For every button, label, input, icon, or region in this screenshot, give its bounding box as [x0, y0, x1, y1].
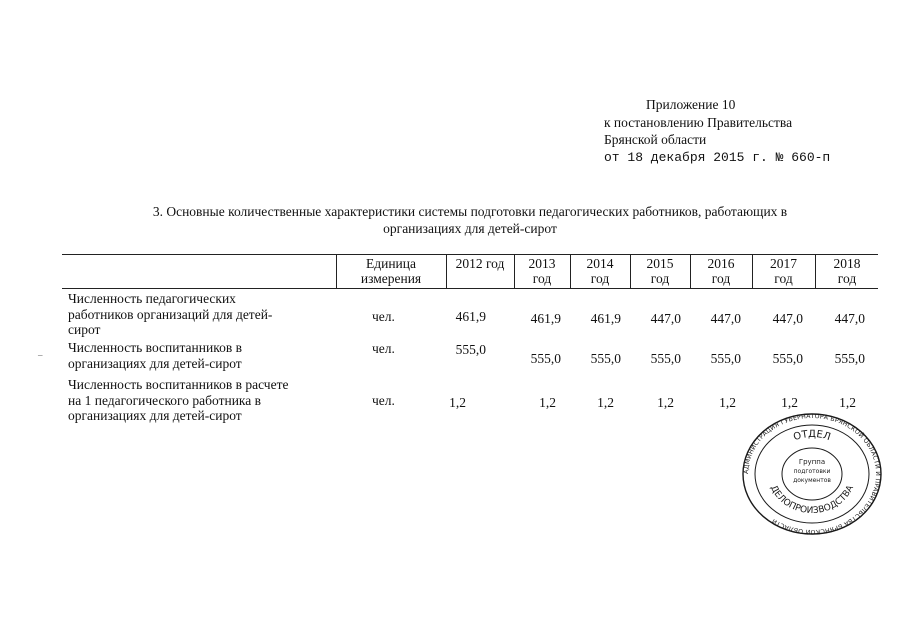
row-label-line: Численность воспитанников в расчете — [68, 377, 289, 392]
header-divider — [690, 254, 691, 288]
row-pupils-2015: 555,0 — [650, 351, 681, 366]
section-title-line1: 3. Основные количественные характеристики системы подготовки педагогических работников, работающих в — [152, 204, 788, 219]
row-teachers-unit: чел. — [372, 309, 395, 324]
row-label-line: Численность педагогических — [68, 291, 236, 306]
row-teachers-2014: 461,9 — [590, 311, 621, 326]
header-unit — [338, 256, 444, 286]
header-2013-line2: год — [532, 271, 552, 286]
row-ratio-2013: 1,2 — [539, 395, 556, 410]
header-divider — [752, 254, 753, 288]
row-pupils-2017: 555,0 — [772, 351, 803, 366]
row-label-line: организациях для детей-сирот — [68, 408, 242, 423]
row-ratio-2016: 1,2 — [719, 395, 736, 410]
header-2016-line2: год — [711, 271, 731, 286]
appendix-number: Приложение 10 — [646, 97, 736, 112]
stamp-center-line: Группа — [798, 458, 826, 466]
row-pupils-2014: 555,0 — [590, 351, 621, 366]
row-label-line: работников организаций для детей- — [68, 306, 273, 322]
row-teachers-2016: 447,0 — [710, 311, 741, 326]
header-2017 — [754, 256, 813, 286]
appendix-date-number: от 18 декабря 2015 г. № 660-п — [604, 149, 831, 165]
header-2015-line2: год — [650, 271, 670, 286]
header-divider — [514, 254, 515, 288]
row-pupils-2013: 555,0 — [530, 351, 561, 366]
header-divider — [336, 254, 337, 288]
header-2015 — [632, 256, 688, 286]
header-2018 — [817, 256, 877, 286]
appendix-region: Брянской области — [604, 132, 707, 147]
header-divider — [570, 254, 571, 288]
header-2015-line1: 2015 — [646, 256, 674, 271]
header-unit-line2: измерения — [360, 271, 422, 286]
header-2013 — [516, 256, 568, 286]
header-divider — [815, 254, 816, 288]
header-2013-line1: 2013 — [528, 256, 556, 271]
header-2016-line1: 2016 — [707, 256, 735, 271]
row-teachers-label — [68, 291, 306, 338]
table-header-bottom-rule — [62, 288, 878, 289]
row-ratio-2018: 1,2 — [839, 395, 856, 410]
row-ratio-2012: 1,2 — [449, 395, 466, 410]
section-title — [62, 203, 878, 237]
row-label-line: организациях для детей-сирот — [68, 355, 242, 371]
row-label-line: на 1 педагогического работника в — [68, 392, 262, 408]
row-pupils-2012: 555,0 — [455, 342, 486, 357]
header-2014-line2: год — [590, 271, 610, 286]
header-unit-line1: Единица — [365, 256, 416, 271]
header-2016 — [692, 256, 750, 286]
appendix-header — [604, 96, 830, 166]
stamp-center-line: подготовки — [793, 468, 831, 475]
row-teachers-2018: 447,0 — [834, 311, 865, 326]
header-2014 — [572, 256, 628, 286]
row-label-line: сирот — [68, 322, 101, 337]
row-pupils-2018: 555,0 — [834, 351, 865, 366]
header-2012 — [448, 256, 512, 271]
header-2012-line1: 2012 год — [455, 256, 505, 271]
row-ratio-unit: чел. — [372, 393, 395, 408]
row-pupils-label — [68, 340, 306, 371]
section-title-line2: организациях для детей-сирот — [383, 221, 557, 236]
table-top-rule — [62, 254, 878, 255]
row-ratio-2015: 1,2 — [657, 395, 674, 410]
stamp-arc-bottom: ДЕЛОПРОИЗВОДСТВА — [768, 483, 856, 517]
header-2018-line2: год — [837, 271, 857, 286]
row-label-line: Численность воспитанников в — [68, 340, 242, 355]
header-2017-line1: 2017 — [770, 256, 797, 271]
stamp-ring-text: АДМИНИСТРАЦИЯ ГУБЕРНАТОРА БРЯНСКОЙ ОБЛАСТИ И ПРАВИТЕЛЬСТВА БРЯНСКОЙ ОБЛАСТИ — [742, 413, 882, 535]
svg-text:ОТДЕЛ — [792, 429, 832, 443]
header-divider — [630, 254, 631, 288]
appendix-resolution: к постановлению Правительства — [604, 114, 793, 130]
row-teachers-2015: 447,0 — [650, 311, 681, 326]
header-divider — [446, 254, 447, 288]
row-ratio-2014: 1,2 — [597, 395, 614, 410]
header-2014-line1: 2014 — [586, 256, 614, 271]
row-pupils-unit: чел. — [372, 341, 395, 356]
row-ratio-2017: 1,2 — [781, 395, 798, 410]
row-pupils-2016: 555,0 — [710, 351, 741, 366]
row-teachers-2017: 447,0 — [772, 311, 803, 326]
row-teachers-2012: 461,9 — [455, 309, 486, 324]
header-2018-line1: 2018 — [833, 256, 861, 271]
header-2017-line2: год — [774, 271, 793, 286]
row-teachers-2013: 461,9 — [530, 311, 561, 326]
margin-mark: – — [38, 350, 43, 360]
row-ratio-label — [68, 377, 306, 424]
stamp-center-line: документов — [793, 477, 831, 484]
stamp-arc-top: ОТДЕЛ — [792, 428, 832, 444]
official-stamp — [742, 413, 882, 535]
